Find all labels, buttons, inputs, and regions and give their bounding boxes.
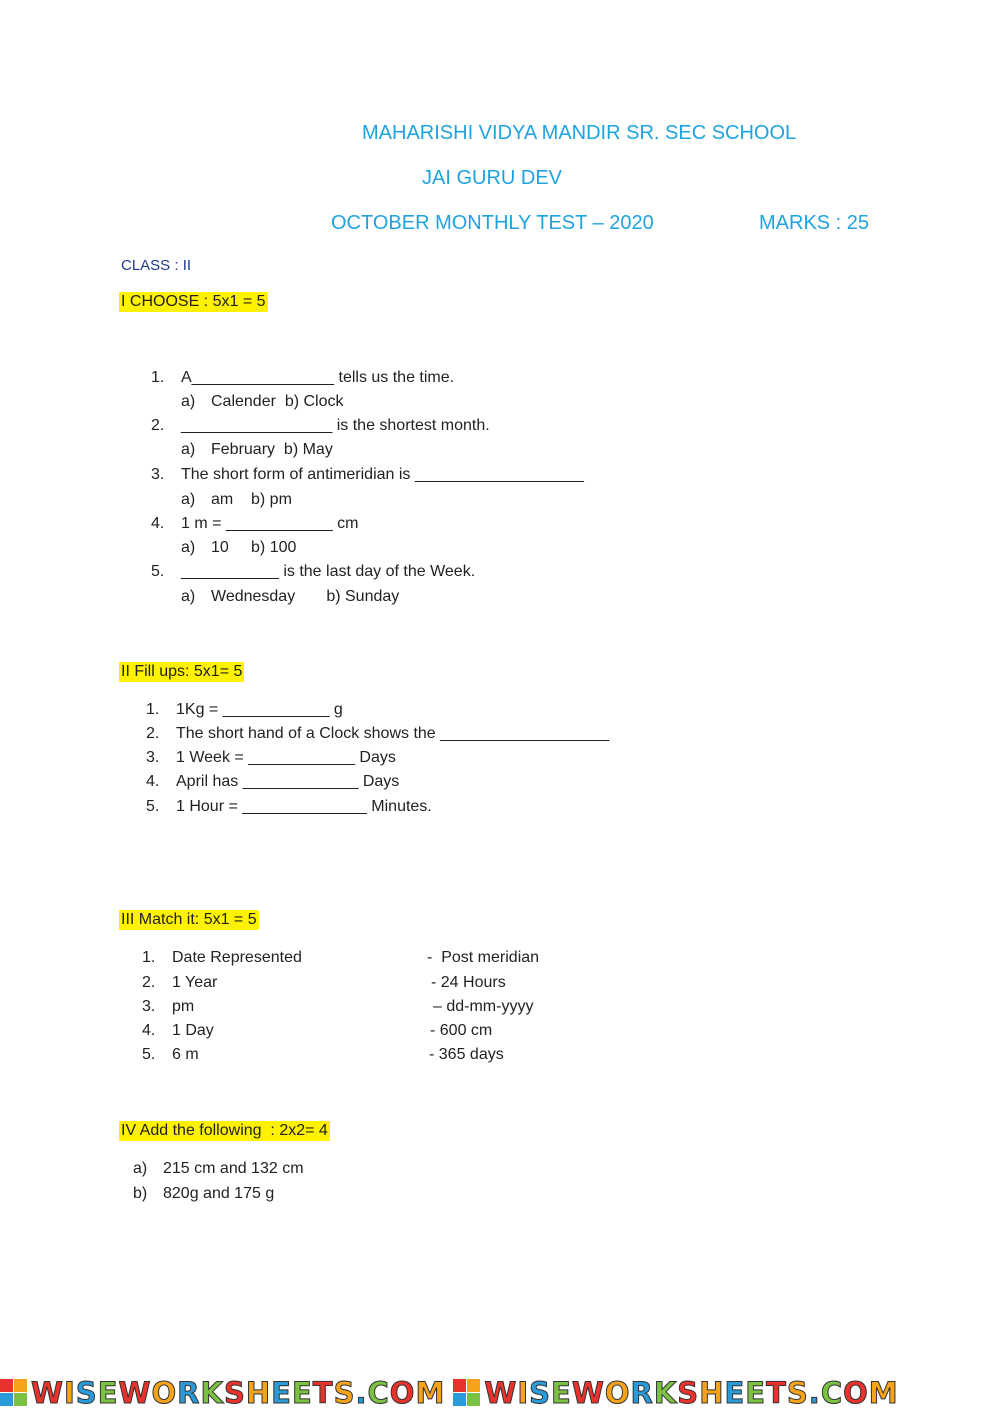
watermark-letter: H <box>699 1375 725 1410</box>
match-number: 2. <box>142 974 156 991</box>
fillup-number: 5. <box>146 798 160 815</box>
add-label: b) <box>133 1185 148 1202</box>
school-name: MAHARISHI VIDYA MANDIR SR. SEC SCHOOL <box>362 122 797 144</box>
fillup-number: 1. <box>146 701 160 718</box>
question-text: A________________ tells us the time. <box>181 369 455 386</box>
watermark-letter: O <box>604 1375 631 1410</box>
watermark-letter: T <box>312 1375 334 1410</box>
question-text: 1 m = ____________ cm <box>181 515 359 532</box>
option-letter: a) <box>181 539 196 556</box>
watermark-letter: K <box>200 1375 224 1410</box>
watermark-letter: O <box>389 1375 416 1410</box>
add-label: a) <box>133 1160 148 1177</box>
test-title: OCTOBER MONTHLY TEST – 2020 <box>331 212 654 234</box>
question-number: 1. <box>151 369 165 386</box>
question-options: 10 b) 100 <box>211 539 297 556</box>
watermark-letter: R <box>630 1375 654 1410</box>
fillup-number: 4. <box>146 773 160 790</box>
watermark-letter: O <box>151 1375 178 1410</box>
watermark-letter: S <box>223 1375 246 1410</box>
watermark-letter: S <box>786 1375 809 1410</box>
question-options: February b) May <box>211 441 333 458</box>
footer-watermark <box>0 1372 1000 1413</box>
match-right: – dd-mm-yyyy <box>433 998 534 1015</box>
watermark-letter: M <box>868 1375 899 1410</box>
watermark-letter: E <box>551 1375 572 1410</box>
wiseworksheets-logo-icon <box>0 1379 27 1406</box>
add-text: 215 cm and 132 cm <box>163 1160 304 1177</box>
watermark-letter: K <box>653 1375 678 1410</box>
watermark-text <box>484 1376 898 1410</box>
question-options: am b) pm <box>211 491 292 508</box>
wiseworksheets-logo-icon <box>453 1379 480 1406</box>
section-title-fillups: II Fill ups: 5x1= 5 <box>121 663 243 680</box>
match-right: - 365 days <box>429 1046 504 1063</box>
match-right: - 600 cm <box>430 1022 493 1039</box>
match-left: pm <box>172 998 195 1015</box>
watermark-letter: W <box>484 1375 518 1410</box>
fillup-text: 1 Week = ____________ Days <box>176 749 396 766</box>
watermark-group <box>453 1376 898 1410</box>
match-left: 1 Year <box>172 974 218 991</box>
watermark-letter: W <box>118 1375 152 1410</box>
watermark-letter: S <box>75 1375 98 1410</box>
section-title-choose: I CHOOSE : 5x1 = 5 <box>121 293 266 310</box>
watermark-letter: C <box>367 1375 390 1410</box>
question-text: ___________ is the last day of the Week. <box>181 563 476 580</box>
watermark-letter: S <box>529 1375 551 1410</box>
watermark-letter: W <box>31 1375 64 1410</box>
fillup-number: 2. <box>146 725 160 742</box>
option-letter: a) <box>181 588 196 605</box>
question-number: 5. <box>151 563 165 580</box>
match-right: - Post meridian <box>427 949 540 966</box>
watermark-letter: . <box>355 1375 368 1410</box>
fillup-text: The short hand of a Clock shows the ___________________ <box>176 725 610 742</box>
section-title-add: IV Add the following : 2x2= 4 <box>121 1122 328 1139</box>
question-options: Calender b) Clock <box>211 393 344 410</box>
question-options: Wednesday b) Sunday <box>211 588 400 605</box>
watermark-letter: E <box>745 1375 767 1410</box>
watermark-letter: I <box>517 1375 530 1410</box>
option-letter: a) <box>181 393 196 410</box>
fillup-text: April has _____________ Days <box>176 773 400 790</box>
watermark-letter: E <box>724 1375 746 1410</box>
watermark-letter: O <box>843 1375 869 1410</box>
watermark-letter: . <box>808 1375 821 1410</box>
match-number: 5. <box>142 1046 156 1063</box>
class-label: CLASS : II <box>121 257 192 274</box>
add-text: 820g and 175 g <box>163 1185 275 1202</box>
option-letter: a) <box>181 441 196 458</box>
section-title-match: III Match it: 5x1 = 5 <box>121 911 257 928</box>
watermark-letter: E <box>291 1375 313 1410</box>
watermark-letter: C <box>820 1375 844 1410</box>
match-number: 4. <box>142 1022 156 1039</box>
match-right: - 24 Hours <box>431 974 506 991</box>
fillup-text: 1 Hour = ______________ Minutes. <box>176 798 432 815</box>
watermark-letter: M <box>415 1375 446 1410</box>
watermark-letter: E <box>271 1375 292 1410</box>
watermark-letter: I <box>64 1375 76 1410</box>
match-number: 3. <box>142 998 156 1015</box>
match-left: Date Represented <box>172 949 302 966</box>
option-letter: a) <box>181 491 196 508</box>
watermark-letter: S <box>333 1375 356 1410</box>
watermark-letter: T <box>766 1375 787 1410</box>
motto: JAI GURU DEV <box>422 167 563 189</box>
marks-label: MARKS : 25 <box>759 212 870 234</box>
question-number: 4. <box>151 515 165 532</box>
match-number: 1. <box>142 949 156 966</box>
question-number: 2. <box>151 417 165 434</box>
watermark-letter: H <box>245 1375 272 1410</box>
watermark-letter: R <box>177 1375 201 1410</box>
question-text: The short form of antimeridian is ___________________ <box>181 466 584 483</box>
watermark-text <box>31 1376 445 1410</box>
question-number: 3. <box>151 466 165 483</box>
fillup-text: 1Kg = ____________ g <box>176 701 343 718</box>
match-left: 1 Day <box>172 1022 214 1039</box>
watermark-group <box>0 1376 445 1410</box>
watermark-letter: S <box>677 1375 700 1410</box>
fillup-number: 3. <box>146 749 160 766</box>
watermark-letter: E <box>97 1375 119 1410</box>
question-text: _________________ is the shortest month. <box>181 417 490 434</box>
match-left: 6 m <box>172 1046 199 1063</box>
watermark-letter: W <box>571 1375 605 1410</box>
